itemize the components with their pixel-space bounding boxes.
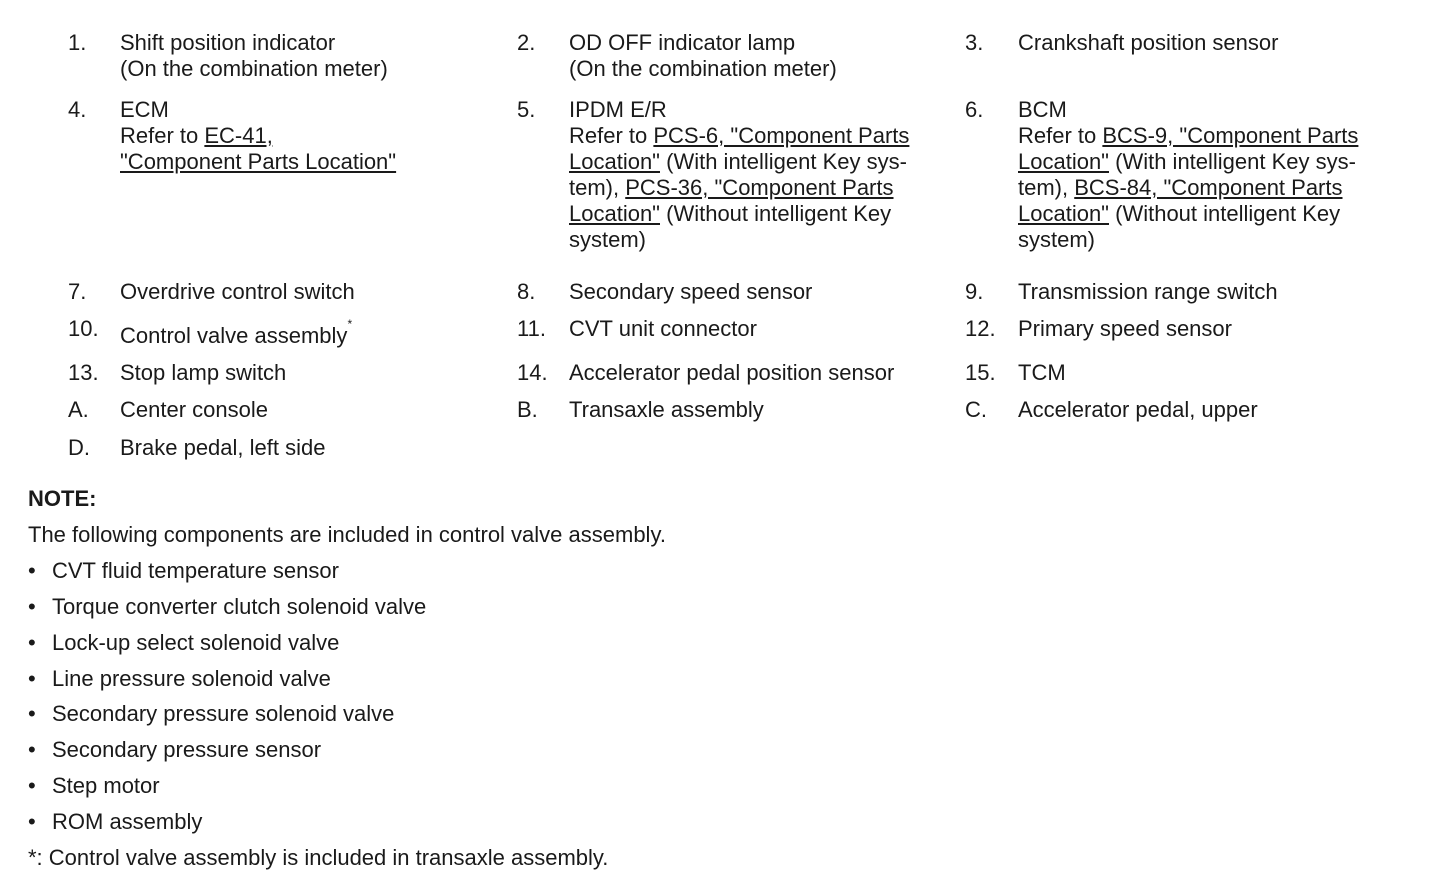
- footnote-marker: *: [347, 317, 353, 331]
- pcs-6-link-cont[interactable]: Location": [569, 149, 660, 174]
- ref-note: tem),: [569, 175, 626, 200]
- item-label: Accelerator pedal position sensor: [569, 360, 895, 385]
- item-number: 2.: [517, 30, 536, 55]
- ec-41-link[interactable]: EC-41,: [204, 123, 273, 148]
- item-number: 14.: [517, 360, 548, 385]
- bcs-9-link[interactable]: BCS-9, "Component Parts: [1102, 123, 1359, 148]
- bullet-icon: •: [28, 594, 36, 619]
- bullet-item: • Lock-up select solenoid valve: [28, 630, 340, 655]
- item-label: Control valve assembly: [120, 323, 348, 348]
- item-number: 10.: [68, 316, 99, 341]
- item-label: Overdrive control switch: [120, 279, 355, 304]
- bullet-icon: •: [28, 630, 36, 655]
- item-label: Stop lamp switch: [120, 360, 287, 385]
- bullet-item: • Secondary pressure solenoid valve: [28, 701, 395, 726]
- item-letter: C.: [965, 397, 987, 422]
- item-number: 6.: [965, 97, 984, 122]
- refer-text: Refer to: [120, 123, 205, 148]
- note-intro: The following components are included in control valve assembly.: [28, 522, 666, 547]
- item-label: Brake pedal, left side: [120, 435, 326, 460]
- item-label: BCM: [1018, 97, 1067, 122]
- bullet-icon: •: [28, 809, 36, 834]
- item-label: Primary speed sensor: [1018, 316, 1232, 341]
- item-label-detail: (On the combination meter): [120, 56, 388, 81]
- ec-41-link-cont[interactable]: "Component Parts Location": [120, 149, 397, 174]
- bcs-84-link-cont[interactable]: Location": [1018, 201, 1109, 226]
- item-label: Transaxle assembly: [569, 397, 764, 422]
- item-number: 7.: [68, 279, 87, 304]
- item-number: 8.: [517, 279, 536, 304]
- ref-note: (With intelligent Key sys-: [660, 149, 907, 174]
- ref-note: (Without intelligent Key: [1109, 201, 1341, 226]
- pcs-36-link[interactable]: PCS-36, "Component Parts: [625, 175, 894, 200]
- bullet-item: • ROM assembly: [28, 809, 203, 834]
- item-number: 15.: [965, 360, 996, 385]
- item-number: 11.: [517, 316, 546, 341]
- note-title: NOTE:: [28, 486, 97, 511]
- item-label: ECM: [120, 97, 169, 122]
- ref-note: tem),: [1018, 175, 1075, 200]
- item-number: 3.: [965, 30, 984, 55]
- item-number: 1.: [68, 30, 87, 55]
- item-label: Transmission range switch: [1018, 279, 1278, 304]
- ref-note: system): [1018, 227, 1095, 252]
- item-label: OD OFF indicator lamp: [569, 30, 796, 55]
- item-number: 5.: [517, 97, 536, 122]
- bullet-item: • Secondary pressure sensor: [28, 737, 322, 762]
- bullet-icon: •: [28, 773, 36, 798]
- ref-note: system): [569, 227, 646, 252]
- bullet-icon: •: [28, 666, 36, 691]
- pcs-36-link-cont[interactable]: Location": [569, 201, 660, 226]
- bullet-item: • Step motor: [28, 773, 160, 798]
- item-label: IPDM E/R: [569, 97, 667, 122]
- item-number: 13.: [68, 360, 99, 385]
- item-label: Crankshaft position sensor: [1018, 30, 1279, 55]
- ref-note: (With intelligent Key sys-: [1109, 149, 1356, 174]
- item-label: Secondary speed sensor: [569, 279, 813, 304]
- item-label-detail: (On the combination meter): [569, 56, 837, 81]
- item-label: Center console: [120, 397, 268, 422]
- refer-text: Refer to: [1018, 123, 1103, 148]
- refer-text: Refer to: [569, 123, 654, 148]
- item-number: 12.: [965, 316, 996, 341]
- item-label: Accelerator pedal, upper: [1018, 397, 1258, 422]
- item-label: CVT unit connector: [569, 316, 757, 341]
- bullet-icon: •: [28, 701, 36, 726]
- bcs-9-link-cont[interactable]: Location": [1018, 149, 1109, 174]
- footnote: *: Control valve assembly is included in transaxle assembly.: [28, 845, 609, 870]
- item-label: TCM: [1018, 360, 1066, 385]
- ref-note: (Without intelligent Key: [660, 201, 892, 226]
- bullet-item: • CVT fluid temperature sensor: [28, 558, 339, 583]
- item-letter: A.: [68, 397, 89, 422]
- item-number: 4.: [68, 97, 87, 122]
- item-number: 9.: [965, 279, 984, 304]
- bullet-item: • Line pressure solenoid valve: [28, 666, 331, 691]
- item-letter: D.: [68, 435, 90, 460]
- bullet-item: • Torque converter clutch solenoid valve: [28, 594, 427, 619]
- item-letter: B.: [517, 397, 538, 422]
- pcs-6-link[interactable]: PCS-6, "Component Parts: [653, 123, 910, 148]
- bullet-icon: •: [28, 737, 36, 762]
- item-label: Shift position indicator: [120, 30, 336, 55]
- bullet-icon: •: [28, 558, 36, 583]
- bcs-84-link[interactable]: BCS-84, "Component Parts: [1074, 175, 1343, 200]
